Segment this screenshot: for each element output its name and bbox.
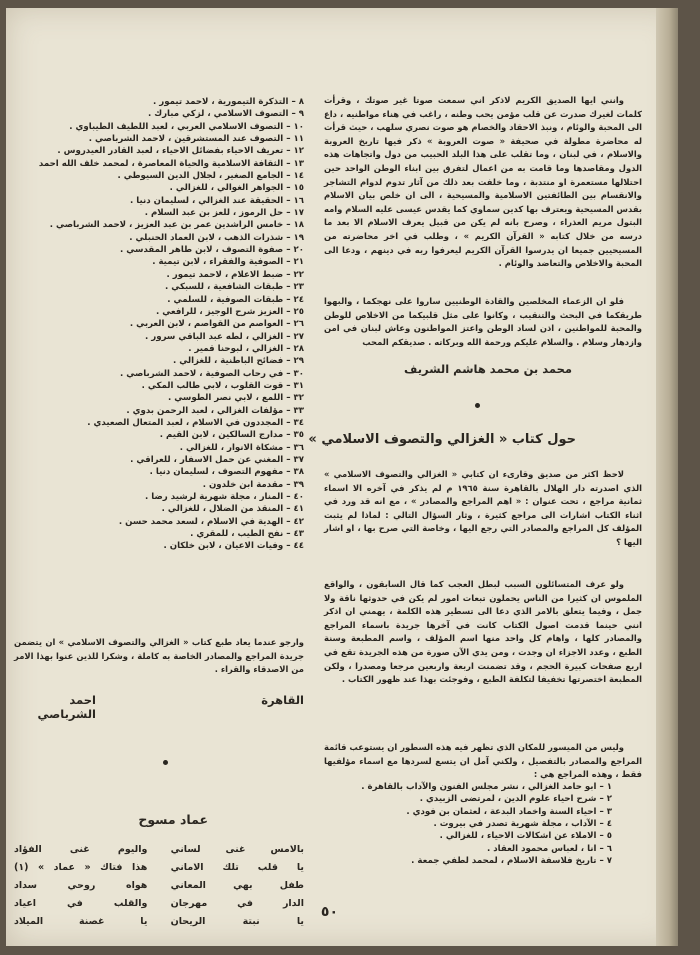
reference-item: ٢١ – الصوفية والفقراء ، لابن تيمية .	[152, 257, 304, 268]
verse-first-hemistich: بالامس غنى لساني	[170, 844, 304, 855]
reference-item: ١٠ – التصوف الاسلامي العربي ، لعبد اللطيف الطيباوي .	[69, 121, 304, 132]
references-list-part-2	[14, 96, 304, 553]
reference-item: ٤٤ – وفيات الاعيان ، لابن خلكان .	[163, 541, 304, 552]
reference-item: ١٦ – الحقيقة عند الغزالي ، لسليمان دنيا .	[130, 195, 304, 206]
reference-item: ١٤ – الجامع الصغير ، لجلال الدين السيوطي .	[117, 171, 304, 182]
reference-item: ٣٦ – مشكاة الانوار ، للغزالي .	[179, 442, 304, 453]
reference-item: ٣٢ – اللمع ، لابي نصر الطوسي .	[167, 393, 304, 404]
article-paragraph-1: لاحظ اكثر من صديق وقارىء ان كتابي « الغزالي والتصوف الاسلامي » الذي اصدرته دار الهلال بالقاهرة سنة ١٩٦٥ م لم يذكر في آخره الا اسماء ثمانية مراجع ، تحت عنوان : « اهم المراجع والمصادر » ، مع انه قد ورد في اثناء الكتاب اشارات الى مراجع كثيرة ، وثار السؤال التالي : لماذا لم يثبت المؤلف كل المراجع والمصادر التي رجع اليها ، وخاصة التي صرح بها ، او اشار اليها ؟	[324, 469, 642, 547]
reference-item: ٣٨ – مفهوم التصوف ، لسليمان دنيا .	[149, 467, 304, 478]
reference-item: ٤٢ – الهدية في الاسلام ، لسعد محمد حسن .	[118, 516, 304, 527]
reference-item: ١ – ابو حامد الغزالي ، نشر مجلس الفنون والآداب بالقاهرة .	[361, 782, 612, 792]
page-number: ٥٠	[320, 904, 338, 920]
verse-second-hemistich: هذا فتاك « عماد » (١)	[14, 862, 148, 873]
verse-first-hemistich: الدار في مهرجان	[170, 898, 304, 909]
separator-dot	[163, 760, 168, 765]
left-column	[14, 8, 308, 946]
reference-item: ٢ – شرح احياء علوم الدين ، لمرتضى الزبيدي .	[419, 794, 612, 805]
reference-item: ٢٣ – طبقات الشافعية ، للسبكي .	[165, 282, 304, 293]
verse-second-hemistich: هواه روحي سداد	[14, 880, 148, 891]
reference-item: ٥ – الاملاء عن اشكالات الاحياء ، للغزالي .	[439, 831, 612, 842]
article-paragraph-3: وليس من الميسور للمكان الذي تظهر فيه هذه السطور ان يستوعب قائمة المراجع والمصادر بالتفصيل ، ولكني آمل ان يتسع لسردها مع اسماء مؤلفيها فقط ، وهذه المراجع هي :	[324, 742, 642, 780]
article-place: القاهرة	[261, 693, 304, 707]
reference-item: ١٩ – شذرات الذهب ، لابن العماد الحنبلي .	[129, 232, 304, 243]
reference-item: ٣٥ – مدارج السالكين ، لابن القيم .	[159, 430, 304, 441]
reference-item: ٣٣ – مؤلفات الغزالي ، لعبد الرحمن بدوي .	[126, 405, 304, 416]
reference-item: ١٢ – تعريف الاحياء بفضائل الاحياء ، لعبد القادر العيدروس .	[57, 146, 304, 157]
reference-item: ٣ – احياء السنة واخماد البدعة ، لعثمان بن فودي .	[406, 806, 612, 817]
separator-dot	[475, 403, 480, 408]
reference-item: ١٧ – حل الرموز ، للعز بن عبد السلام .	[144, 208, 304, 219]
poem-verse	[14, 895, 304, 913]
magazine-page	[6, 8, 678, 946]
verse-second-hemistich: يا غصنة الميلاد	[14, 916, 148, 927]
reference-item: ١٣ – الثقافة الاسلامية والحياة المعاصرة ، لمحمد خلف الله احمد	[38, 158, 304, 169]
verse-first-hemistich: يا نبتة الريحان	[170, 916, 304, 927]
verse-first-hemistich: طفل بهي المعاني	[170, 880, 304, 891]
reference-item: ٣١ – قوت القلوب ، لابي طالب المكي .	[141, 380, 304, 391]
reference-item: ١٥ – الجواهر الغوالي ، للغزالي .	[169, 183, 304, 194]
article-paragraph-2: ولو عرف المتسائلون السبب لبطل العجب كما قال السابقون ، والواقع الملموس ان كثيرا من الناس يحملون تبعات امور لم يكن في حدوثها ناقة ولا جمل ، وفيما يتعلق بالامر الذي دعا الى تسطير هذه الكلمة ، يهمني ان اذكر انني حينما قدمت اصول الكتاب كانت في آخرها جريدة باسماء المراجع والمصادر كلها ، واهام كل واحد منها اسم المؤلف ، واسم المطبعة وسنة الطبع ، وعدد الاجزاء ان وجدت ، ومن يدي الآن صورة من هذه الجريدة تقع في اربع صفحات كبيرة الحجم ، وقد تضمنت اربعة واربعين مرجعا ومصدرا ، ولكن المطبعة اختصرتها تخفيفا لتكلفة الطبع ، وفوجئت بهذا عند ظهور الكتاب .	[324, 579, 642, 685]
reference-item: ٨ – التذكرة التيمورية ، لاحمد تيمور .	[153, 97, 304, 107]
poem-author: عماد مسوح	[138, 812, 208, 827]
references-list-part-1	[324, 781, 612, 867]
poem-verse	[14, 859, 304, 877]
verse-first-hemistich: يا قلب تلك الاماني	[170, 862, 304, 873]
reference-item: ٢٧ – الغزالي ، لطه عبد الباقي سرور .	[145, 331, 304, 342]
reference-item: ٣٩ – مقدمة ابن خلدون .	[202, 479, 304, 490]
reference-item: ٢٥ – العزيز شرح الوجيز ، للرافعي .	[155, 306, 304, 317]
poem-verse	[14, 841, 304, 859]
page-binding	[656, 8, 678, 946]
verse-second-hemistich: واليوم غنى الفؤاد	[14, 844, 148, 855]
right-column	[308, 8, 642, 946]
reference-item: ٢٤ – طبقات الصوفية ، للسلمي .	[167, 294, 304, 305]
article-title: حول كتاب « الغزالي والتصوف الاسلامي »	[308, 432, 576, 447]
reference-item: ٤٣ – نفح الطيب ، للمقري .	[190, 529, 304, 540]
reference-item: ٣٠ – في رحاب الصوفية ، لاحمد الشرباصي .	[120, 368, 304, 379]
poem-verse	[14, 913, 304, 931]
reference-item: ١٨ – خامس الراشدين عمر بن عبد العزيز ، لاحمد الشرباصي .	[49, 220, 304, 231]
reference-item: ٤١ – المنقذ من الضلال ، للغزالي .	[161, 504, 304, 515]
letter-body-closing: فلو ان الزعماء المخلصين والقادة الوطنيين ساروا على نهجكما ، والبهوا طريقكما في البحث والتنقيب ، وكانوا على مثل قلبيكما من الاخلاص للوطن والمحبة للمواطنين ، اذن لساد الوطن واعتز المواطنون وعاش لبنان في امن وازدهار وسلام . والسلام عليكم ورحمة الله وبركاته . صديقكم المحب	[324, 296, 642, 347]
reference-item: ٣٤ – المجددون في الاسلام ، لعبد المتعال الصعيدي .	[87, 417, 304, 428]
letter-signature: محمد بن محمد هاشم الشريف	[404, 362, 572, 376]
reference-item: ٩ – التصوف الاسلامي ، لزكي مبارك .	[147, 109, 304, 120]
poem-verse	[14, 877, 304, 895]
reference-item: ٤ – الآداب ، مجلة شهرية تصدر في بيروت .	[433, 819, 612, 830]
reference-item: ٢٠ – صفوة التصوف ، لابن طاهر المقدسي .	[120, 245, 304, 256]
poem-verses	[14, 841, 304, 931]
reference-item: ٦ – انا ، لعباس محمود العقاد .	[486, 843, 612, 854]
article-closing: وارجو عندما يعاد طبع كتاب « الغزالي والتصوف الاسلامي » ان يتضمن جريدة المراجع والمصادر الخاصة به كاملة ، وشكرا للذين عنوا بهذا الامر من الاصدقاء والقراء .	[14, 637, 304, 675]
reference-item: ٤٠ – المنار ، مجلة شهرية لرشيد رضا .	[145, 492, 304, 502]
letter-body: وانني ايها الصديق الكريم لاذكر اني سمعت صوتا غير صوتك ، وقرأت كلمات لغيرك صدرت عن قلب مؤمن يحب وطنه ، راغب في هناء مواطنيه ، داع الى المحبة والوئام ، ونبذ الاحقاد والخصام هو صوت نصري سلهب ، حيث قرأت له محاضرة مطولة في صحيفة « صوت العروبة » ذكر فيها تاريخ العروبة والاسلام ، في لبنان ، وما تقلب على هذا البلد الحبيب من دول واتجاهات هذه الدول ومقاصدها وما قامت به من اعمال لتفرق بين ابناء الوطن الواحد حين احتلالها مستعمرة او منتدبة ، وما خلفت بعد ذلك من آثار تدوم لدوام التشاجر والانقسام بين الطائفتين الاسلامية والمسيحية ، الى ان خلص بيان الاسلام بقدس المسيحية ويعترف بها كدين سماوي كما يقدس عيسى عليه السلام وامه البتول مريم العذراء ، وصرح بانه لم يكن من قبيل يعرف الاسلام الا بعد ما درسه من خلال كتابه « القرآن الكريم » ، وطلب في اخر محاضرته من المسيحيين جميعا ان يدرسوا القرآن الكريم ليعرفوا ربه في دينهم ، ودعا الى المحبة والاخلاص والتعاضد والوئام .	[324, 95, 642, 269]
article-author: احمد الشرباصي	[37, 693, 96, 721]
reference-item: ٧ – تاريخ فلاسفة الاسلام ، لمحمد لطفي جمعة .	[411, 856, 612, 867]
reference-item: ٢٢ – ضبط الاعلام ، لاحمد تيمور .	[166, 269, 304, 280]
reference-item: ١١ – التصوف عند المستشرقين ، لاحمد الشرباصي .	[88, 134, 304, 145]
reference-item: ٢٩ – فضائح الباطنية ، للغزالي .	[172, 356, 304, 367]
reference-item: ٢٨ – الغزالي ، لبوحنا قمير .	[188, 343, 304, 354]
verse-second-hemistich: والقلب في اعياد	[14, 898, 148, 909]
reference-item: ٢٦ – العواصم من القواصم ، لابن العربي .	[129, 319, 304, 330]
reference-item: ٣٧ – المغني عن حمل الاسفار ، للعراقي .	[130, 454, 304, 465]
